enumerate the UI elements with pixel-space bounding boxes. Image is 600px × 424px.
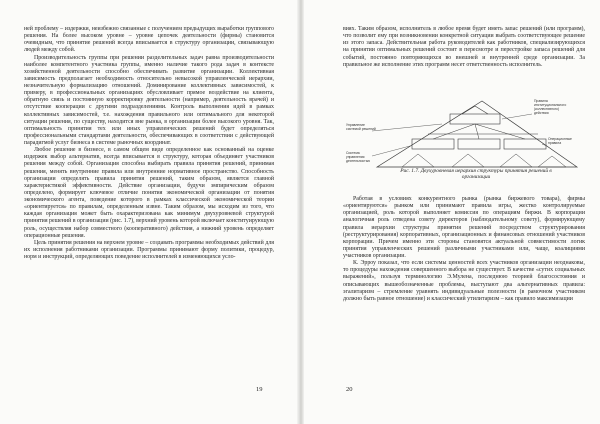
lower-block-2 [458, 139, 500, 149]
right-page-bottom-paragraph: К. Эрроу показал, что если системы ценностей всех участников организации неоднаковы, то процедуры нахождения совершенного выбора не существует. В качестве «сутих социальных выражений», пользуя терминологию Э.Мулена, последнюю теорией благосостояния и описывающих вышеобозначенные проблемы, выступают два альтернативных правила: эгалитаризм – стремление уравнять индивидуальные полезности (в рамочном участником должно быть равное отношение) и классический утилитаризм – как правило максимизации [343, 260, 585, 302]
left-page-paragraph: Любое решение в бизнесе, в самом общем виде определенное как основанный на оценке издержек выбор альтернатив, всегда вписывается в структуру, которая объединяет участников решения между собой. Организация способна выбирать правила принятия решений, принимая решения, менять внутренние правила или внутренние нормативное пространство. Способность организации определять правила принятия решений, таким образом, является главной характеристикой эффективности. Действие организации, будучи эмпирическим образом определено, формирует ключевое отличие понятия экономической организации от понятия экономического агента, поведение которого в рамках классической экономической теории «ориентируется» по правилам, определенным извне. Таким образом, мы исходим из того, что каждая организация может быть охарактеризована как минимум двухуровневой структурой принятия решений в организации (рис. 1.7), верхний уровень которой включает конституирующую роль, осуществляя набор совместного (кооперативного) действия, а нижний уровень определяет операционные решения. [24, 147, 274, 239]
left-page-paragraph: Цель принятия решения на верхнем уровне – создавать программы необходимых действий для их исполнения работниками организации. Программы принимают форму политики, процедур, норм и инструкций, определяющих поведение исполнителей в изменяющихся усло- [24, 239, 274, 260]
figure-label-operational-rules: Операционные правила [548, 137, 572, 145]
figure-label-decision-system: Управление системой решений [346, 123, 376, 131]
top-level-block [450, 114, 500, 124]
figure-label-activity-system: Система управления деятельностью [346, 151, 371, 163]
left-page [0, 0, 297, 424]
figure-caption: Рис. 1.7. Двухуровневая иерархия структуры принятия решений в организации [400, 168, 552, 181]
right-page-text-top [343, 26, 585, 69]
lower-block-3 [504, 139, 546, 149]
right-page [304, 0, 600, 424]
right-page-number: 20 [346, 386, 353, 393]
left-page-text [24, 26, 274, 261]
left-page-number: 19 [256, 386, 263, 393]
right-page-text-bottom [343, 196, 585, 303]
left-page-paragraph: Производительность группы при решении разделительных задач равна производительности наиболее компетентного участника группы, именно наличие такого рода задач в контексте хозяйственной деятельности способно обеспечивать развитие организации. Коллективная зависимость предполагает необходимость относительно невысокой управленческой иерархии, незначительную формализацию отношений. Доминирование коллективных зависимостей, к примеру, в профессиональных организациях обусловливает прямое воздействие на клиента, обратную связь и постоянную корректировку деятельности (например, деятельность врачей) и отсутствие кооперации с другими подразделениями. Контроль выполнения идей в рамках коллективных зависимостей, т.е. нахождения правильного или оптимального для некоторой ситуации решения, по существу, находится вне рынка, в организации более высокого уровня. Так, оптимальность принятия тех или иных управленческих решений будет определяться профессиональными стандартами деятельности, обеспечивающих в соответствии с действующей парадигмой услуг бизнеса в системе рыночных координат. [24, 54, 274, 146]
right-page-bottom-paragraph: Работая в условиях конкурентного рынка (рынка биржевого товара), фирмы «ориентируются» рынком или принимают правила игры, жестко контролируемые организацией, роль которой выполняет комиссия по операциям биржи. В корпорации аналогичная роль отведена совету директоров (наблюдательному совету), формирующему правила иерархии структуры принятия решений посредством структурирования (реструктурирования) корпоративных, организационных и финансовых отношений участников корпорации. Причем именно эти стороны становятся актуальной совместимости логик принятия управленческих решений различными участниками или, чаще, коалициями участников организации. [343, 196, 585, 259]
right-page-top-paragraph: виях. Таким образом, исполнитель в любое время будет иметь запас решений (или программ), что позволит ему при возникновении конкретной ситуации выбрать соответствующее решение из этого запаса. Действительная работа руководителей как работников, специализирующихся на принятии оптимальных решений состоит в пересмотре и перестройке запаса решений для событий, постоянно повторяющихся во внешней и внутренней среде организации. За правильное же исполнение этих программ несет ответственность исполнитель. [343, 26, 585, 68]
book-gutter [297, 0, 304, 424]
figure-label-institutional-rules: Правила институционального (коллективного) действия [534, 99, 567, 115]
left-page-paragraph: ней проблему – издержки, неизбежно связанные с получением предыдущих выработки группового решения. На более высоком уровне – уровне цепочек деятельности (фирмы) становится очевидным, что принятие решений всегда вписывается в структуру организации, связывающую людей между собой. [24, 26, 274, 54]
lower-block-1 [412, 139, 454, 149]
